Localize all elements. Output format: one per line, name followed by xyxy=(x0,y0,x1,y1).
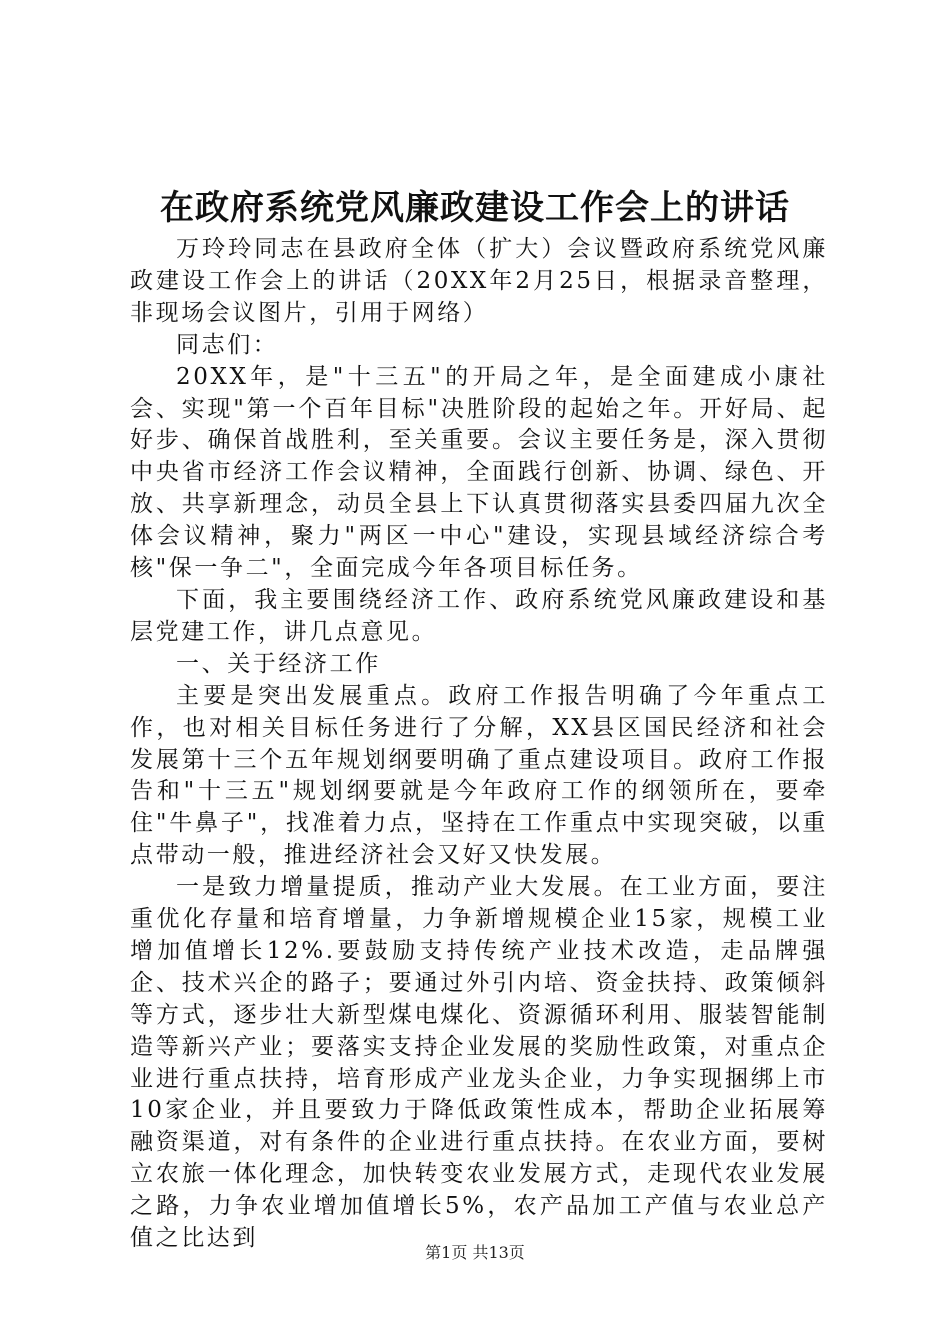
speech-intro-paragraph: 万玲玲同志在县政府全体（扩大）会议暨政府系统党风廉政建设工作会上的讲话（20XX年2月25日，根据录音整理，非现场会议图片，引用于网络） xyxy=(130,236,828,326)
body-paragraph: 下面，我主要围绕经济工作、政府系统党风廉政建设和基层党建工作，讲几点意见。 xyxy=(130,586,828,645)
document-body xyxy=(130,234,828,1255)
page-number-footer: 第1页 共13页 xyxy=(425,1243,525,1262)
body-paragraph: 主要是突出发展重点。政府工作报告明确了今年重点工作，也对相关目标任务进行了分解，XX县区国民经济和社会发展第十三个五年规划纲要明确了重点建设项目。政府工作报告和"十三五"规划纲要就是今年政府工作的纲领所在，要牵住"牛鼻子"，找准着力点，坚持在工作重点中实现突破，以重点带动一般，推进经济社会又好又快发展。 xyxy=(130,682,828,869)
body-paragraph: 20XX年，是"十三五"的开局之年，是全面建成小康社会、实现"第一个百年目标"决胜阶段的起始之年。开好局、起好步、确保首战胜利，至关重要。会议主要任务是，深入贯彻中央省市经济工作会议精神，全面践行创新、协调、绿色、开放、共享新理念，动员全县上下认真贯彻落实县委四届九次全体会议精神，聚力"两区一中心"建设，实现县域经济综合考核"保一争二"，全面完成今年各项目标任务。 xyxy=(130,363,828,582)
document-title: 在政府系统党风廉政建设工作会上的讲话 xyxy=(160,188,790,228)
body-paragraph: 一是致力增量提质，推动产业大发展。在工业方面，要注重优化存量和培育增量，力争新增规模企业15家，规模工业增加值增长12%.要鼓励支持传统产业技术改造，走品牌强企、技术兴企的路子；要通过外引内培、资金扶持、政策倾斜等方式，逐步壮大新型煤电煤化、资源循环利用、服装智能制造等新兴产业；要落实支持企业发展的奖励性政策，对重点企业进行重点扶持，培育形成产业龙头企业，力争实现捆绑上市10家企业，并且要致力于降低政策性成本，帮助企业拓展筹融资渠道，对有条件的企业进行重点扶持。在农业方面，要树立农旅一体化理念，加快转变农业发展方式，走现代农业发展之路，力争农业增加值增长5%，农产品加工产值与农业总产值之比达到 xyxy=(130,874,828,1252)
salutation: 同志们： xyxy=(176,331,279,358)
section-heading: 一、关于经济工作 xyxy=(176,650,381,677)
